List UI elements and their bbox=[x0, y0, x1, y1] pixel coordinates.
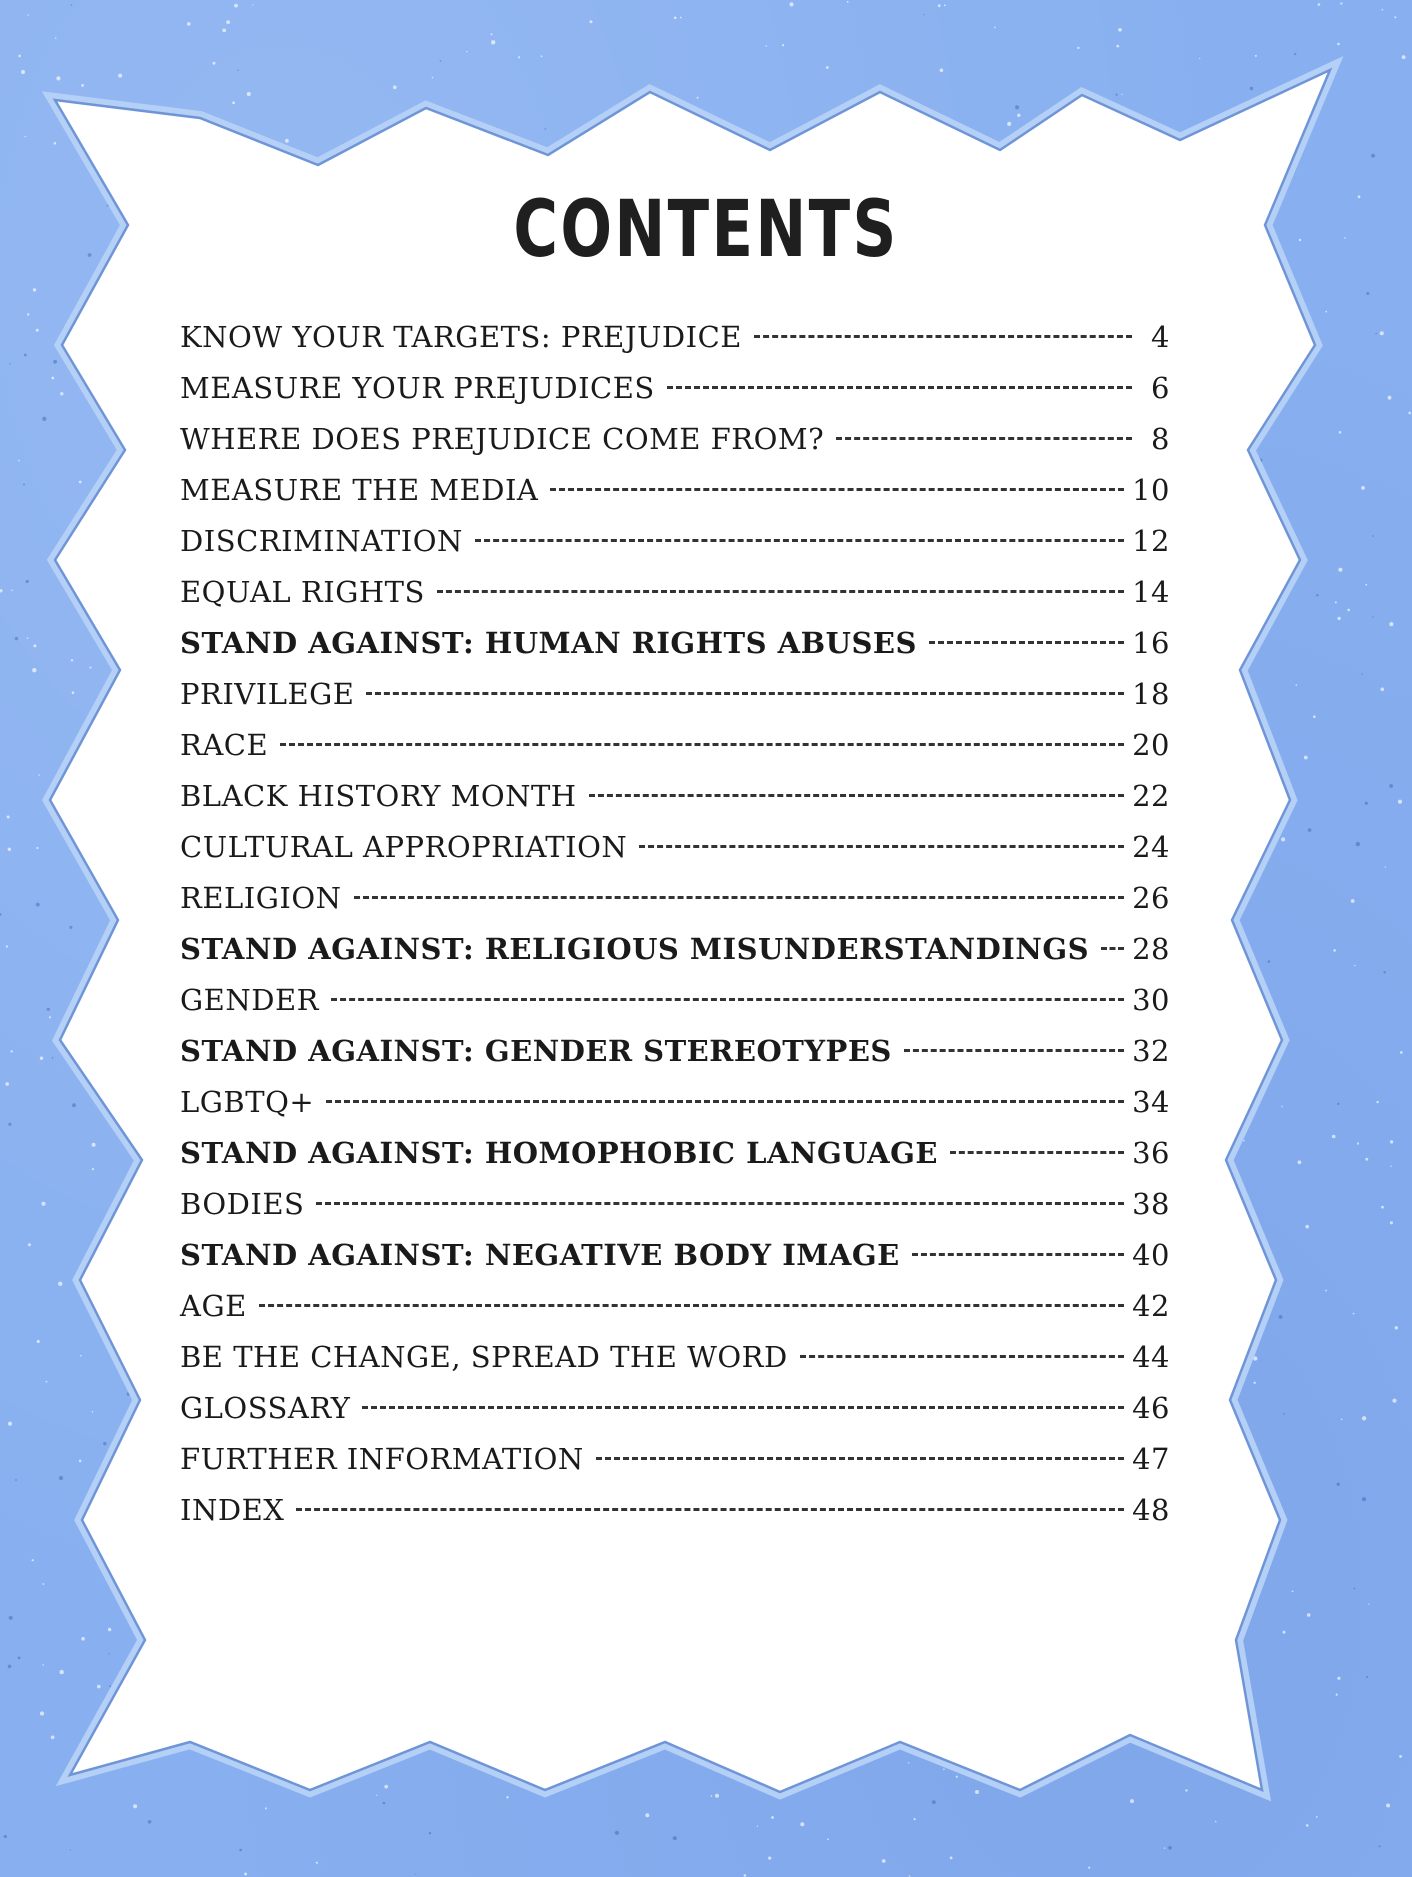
toc-entry-label: BE THE CHANGE, SPREAD THE WORD bbox=[180, 1340, 788, 1374]
dot-leader bbox=[475, 539, 1124, 542]
toc-entry-label: RACE bbox=[180, 728, 269, 762]
toc-entry bbox=[180, 1034, 1170, 1085]
toc-entry bbox=[180, 1340, 1170, 1391]
toc-entry-page-number: 34 bbox=[1132, 1085, 1170, 1119]
dot-leader bbox=[589, 794, 1124, 797]
toc-entry-page-number: 26 bbox=[1132, 881, 1170, 915]
toc-entry-page-number: 40 bbox=[1132, 1238, 1170, 1272]
dot-leader bbox=[354, 896, 1125, 899]
toc-entry-label: STAND AGAINST: HOMOPHOBIC LANGUAGE bbox=[180, 1136, 939, 1170]
toc-entry-label: MEASURE YOUR PREJUDICES bbox=[180, 371, 655, 405]
dot-leader bbox=[1101, 947, 1124, 950]
toc-entry-page-number: 24 bbox=[1132, 830, 1170, 864]
toc-entry bbox=[180, 1136, 1170, 1187]
toc-entry-label: GLOSSARY bbox=[180, 1391, 351, 1425]
toc-entry bbox=[180, 1085, 1170, 1136]
toc-entry bbox=[180, 677, 1170, 728]
dot-leader bbox=[366, 692, 1124, 695]
dot-leader bbox=[950, 1151, 1124, 1154]
dot-leader bbox=[331, 998, 1124, 1001]
toc-entry bbox=[180, 1493, 1170, 1544]
toc-entry-label: RELIGION bbox=[180, 881, 342, 915]
toc-entry-page-number: 28 bbox=[1132, 932, 1170, 966]
toc-entry-label: STAND AGAINST: HUMAN RIGHTS ABUSES bbox=[180, 626, 917, 660]
dot-leader bbox=[754, 335, 1132, 338]
toc-entry-page-number: 46 bbox=[1132, 1391, 1170, 1425]
dot-leader bbox=[800, 1355, 1124, 1358]
toc-entry-page-number: 6 bbox=[1151, 371, 1170, 405]
toc-entry-label: BLACK HISTORY MONTH bbox=[180, 779, 577, 813]
toc-entry-page-number: 22 bbox=[1132, 779, 1170, 813]
toc-entry-label: MEASURE THE MEDIA bbox=[180, 473, 539, 507]
toc-entry-page-number: 30 bbox=[1132, 983, 1170, 1017]
toc-entry-label: STAND AGAINST: GENDER STEREOTYPES bbox=[180, 1034, 892, 1068]
toc-entry-label: GENDER bbox=[180, 983, 319, 1017]
toc-entry-label: CULTURAL APPROPRIATION bbox=[180, 830, 628, 864]
table-of-contents bbox=[180, 320, 1170, 1544]
toc-entry bbox=[180, 779, 1170, 830]
toc-entry-page-number: 4 bbox=[1151, 320, 1170, 354]
toc-entry-page-number: 38 bbox=[1132, 1187, 1170, 1221]
toc-entry-page-number: 14 bbox=[1132, 575, 1170, 609]
toc-entry-label: BODIES bbox=[180, 1187, 305, 1221]
dot-leader bbox=[362, 1406, 1124, 1409]
toc-entry-page-number: 18 bbox=[1132, 677, 1170, 711]
dot-leader bbox=[596, 1457, 1124, 1460]
toc-entry bbox=[180, 830, 1170, 881]
toc-entry-label: FURTHER INFORMATION bbox=[180, 1442, 584, 1476]
toc-entry-label: WHERE DOES PREJUDICE COME FROM? bbox=[180, 422, 825, 456]
toc-entry bbox=[180, 1238, 1170, 1289]
dot-leader bbox=[904, 1049, 1124, 1052]
dot-leader bbox=[316, 1202, 1124, 1205]
toc-entry-label: STAND AGAINST: RELIGIOUS MISUNDERSTANDINGS bbox=[180, 932, 1090, 966]
page-title: CONTENTS bbox=[513, 185, 899, 275]
toc-entry-label: AGE bbox=[180, 1289, 247, 1323]
toc-entry-label: PRIVILEGE bbox=[180, 677, 355, 711]
toc-entry bbox=[180, 626, 1170, 677]
toc-entry-label: EQUAL RIGHTS bbox=[180, 575, 425, 609]
toc-entry-page-number: 48 bbox=[1132, 1493, 1170, 1527]
dot-leader bbox=[929, 641, 1124, 644]
toc-entry-label: DISCRIMINATION bbox=[180, 524, 463, 558]
toc-entry bbox=[180, 1391, 1170, 1442]
toc-entry-page-number: 47 bbox=[1132, 1442, 1170, 1476]
toc-entry bbox=[180, 728, 1170, 779]
toc-entry bbox=[180, 1442, 1170, 1493]
toc-entry-page-number: 10 bbox=[1132, 473, 1170, 507]
dot-leader bbox=[667, 386, 1132, 389]
toc-entry-label: INDEX bbox=[180, 1493, 285, 1527]
toc-entry-page-number: 12 bbox=[1132, 524, 1170, 558]
toc-entry bbox=[180, 473, 1170, 524]
dot-leader bbox=[280, 743, 1124, 746]
toc-entry bbox=[180, 1289, 1170, 1340]
dot-leader bbox=[639, 845, 1124, 848]
toc-entry-page-number: 20 bbox=[1132, 728, 1170, 762]
dot-leader bbox=[296, 1508, 1124, 1511]
toc-entry-label: STAND AGAINST: NEGATIVE BODY IMAGE bbox=[180, 1238, 900, 1272]
toc-entry-page-number: 8 bbox=[1151, 422, 1170, 456]
toc-entry-page-number: 32 bbox=[1132, 1034, 1170, 1068]
toc-entry bbox=[180, 983, 1170, 1034]
toc-entry bbox=[180, 320, 1170, 371]
dot-leader bbox=[912, 1253, 1124, 1256]
dot-leader bbox=[326, 1100, 1124, 1103]
toc-entry bbox=[180, 371, 1170, 422]
toc-entry bbox=[180, 575, 1170, 626]
toc-entry-page-number: 16 bbox=[1132, 626, 1170, 660]
dot-leader bbox=[437, 590, 1124, 593]
toc-entry bbox=[180, 881, 1170, 932]
toc-entry bbox=[180, 932, 1170, 983]
toc-entry bbox=[180, 524, 1170, 575]
toc-entry bbox=[180, 422, 1170, 473]
toc-entry-page-number: 44 bbox=[1132, 1340, 1170, 1374]
toc-entry bbox=[180, 1187, 1170, 1238]
dot-leader bbox=[550, 488, 1124, 491]
toc-entry-page-number: 42 bbox=[1132, 1289, 1170, 1323]
toc-entry-label: LGBTQ+ bbox=[180, 1085, 315, 1119]
dot-leader bbox=[259, 1304, 1124, 1307]
dot-leader bbox=[836, 437, 1132, 440]
toc-entry-page-number: 36 bbox=[1132, 1136, 1170, 1170]
toc-entry-label: KNOW YOUR TARGETS: PREJUDICE bbox=[180, 320, 742, 354]
